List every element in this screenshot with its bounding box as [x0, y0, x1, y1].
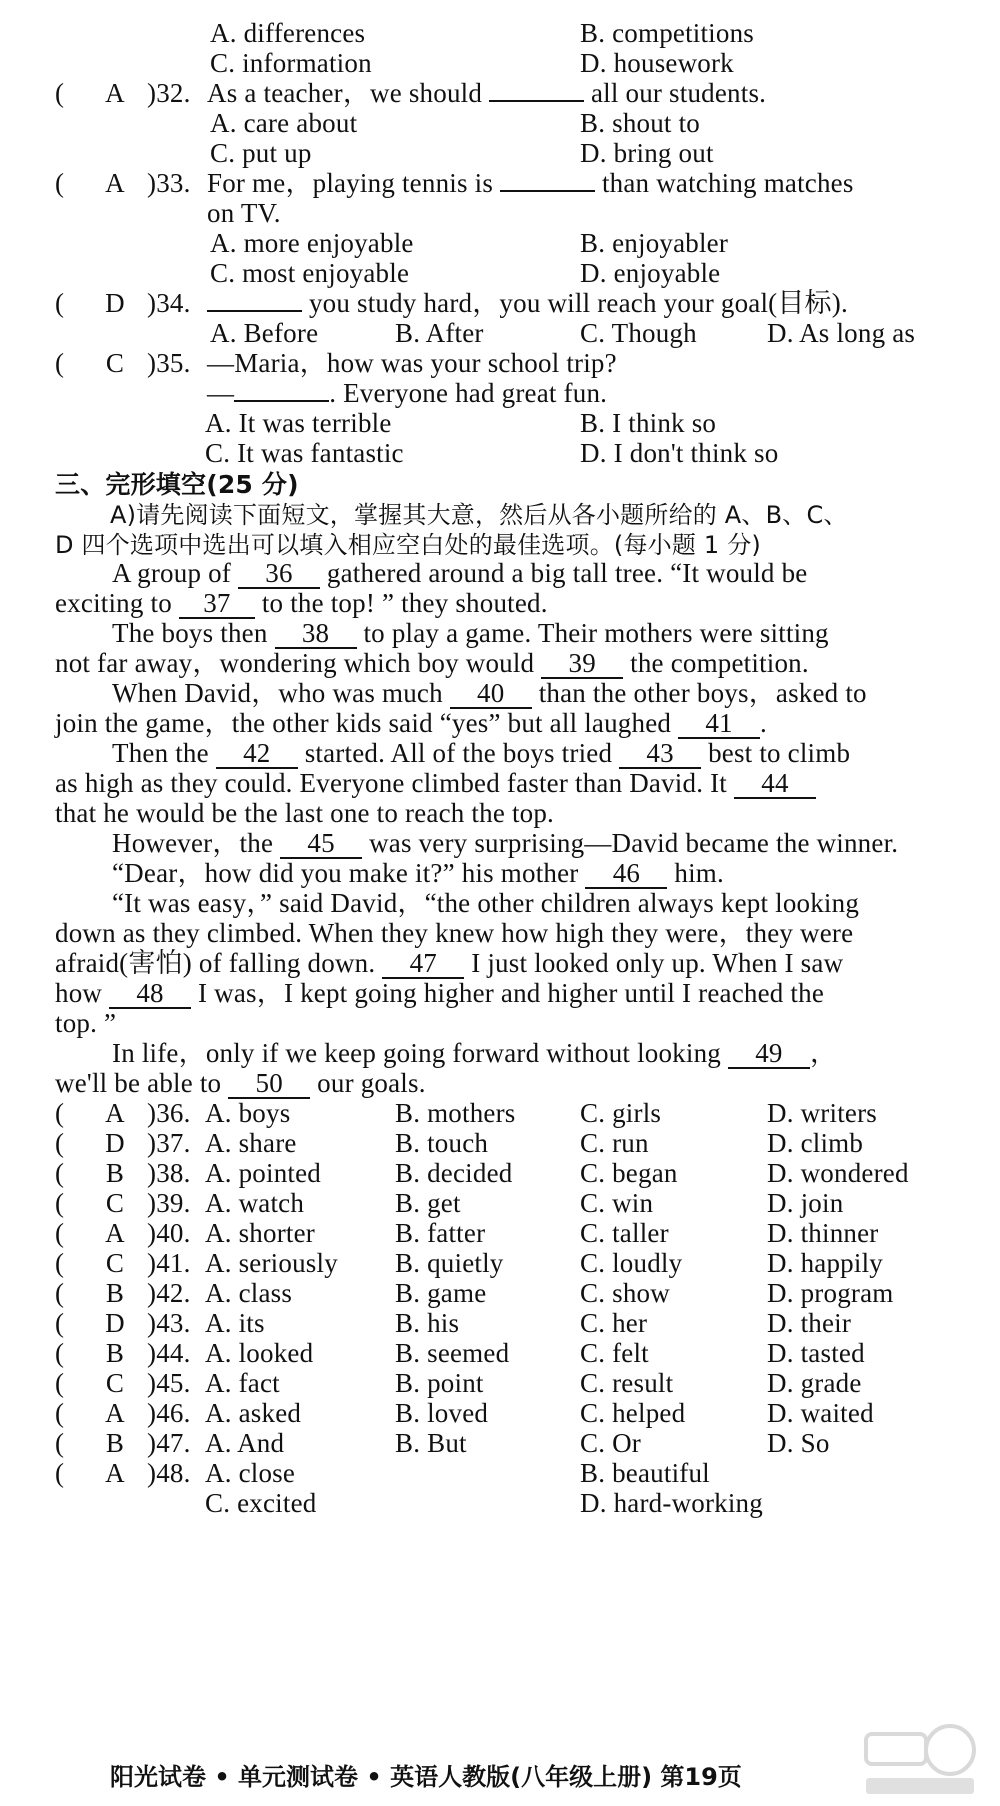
question-number: )39. — [147, 1188, 191, 1218]
option-b: B. game — [395, 1278, 487, 1308]
q34-option-c: C. Though — [580, 318, 697, 348]
q33-option-d: D. enjoyable — [580, 258, 721, 288]
passage-line: A group of 36 gathered around a big tall tree. “It would be — [112, 558, 808, 588]
option-d: D. their — [767, 1308, 852, 1338]
answer-mark: A — [105, 1458, 125, 1488]
option-a: A. And — [205, 1428, 285, 1458]
option-b: B. point — [395, 1368, 484, 1398]
question-number: )41. — [147, 1248, 191, 1278]
answer-mark: B — [105, 1158, 125, 1188]
answer-mark: A — [105, 78, 125, 108]
option-c: C. taller — [580, 1218, 669, 1248]
option-a: A. seriously — [205, 1248, 338, 1278]
stem-text: . Everyone had great fun. — [329, 378, 608, 408]
option-c: C. Or — [580, 1428, 641, 1458]
passage-line: we'll be able to 50 our goals. — [55, 1068, 426, 1098]
option-d: D. writers — [767, 1098, 877, 1128]
option-a: A. close — [205, 1458, 296, 1488]
option-b: B. fatter — [395, 1218, 486, 1248]
option-b: B. beautiful — [580, 1458, 710, 1488]
option-a: A. share — [205, 1128, 297, 1158]
passage-line: down as they climbed. When they knew how high they were，they were — [55, 918, 854, 948]
passage-line: The boys then 38 to play a game. Their mothers were sitting — [112, 618, 829, 648]
blank-41: 41 — [678, 709, 760, 739]
q33-option-b: B. enjoyabler — [580, 228, 729, 258]
option-c: C. her — [580, 1308, 648, 1338]
option-a: A. class — [205, 1278, 293, 1308]
passage-line: In life，only if we keep going forward without looking 49 ， — [112, 1038, 838, 1068]
option-d: D. join — [767, 1188, 844, 1218]
answer-mark: D — [105, 1128, 125, 1158]
passage-line: When David，who was much 40 than the other boys，asked to — [112, 678, 867, 708]
stem-text: you study hard，you will reach your goal(目标). — [308, 288, 848, 318]
answer-mark: A — [105, 168, 125, 198]
question-number: )44. — [147, 1338, 191, 1368]
answer-mark: D — [105, 288, 125, 318]
answer-blank — [489, 100, 584, 102]
stem-text: on TV. — [207, 198, 281, 228]
blank-46: 46 — [585, 859, 667, 889]
blank-45: 45 — [280, 829, 362, 859]
answer-mark: A — [105, 1218, 125, 1248]
option-c: C. loudly — [580, 1248, 683, 1278]
question-number: )36. — [147, 1098, 191, 1128]
blank-40: 40 — [450, 679, 532, 709]
option-d: D. hard-working — [580, 1488, 763, 1518]
answer-mark: B — [105, 1278, 125, 1308]
q31-option-c: C. information — [210, 48, 372, 78]
blank-44: 44 — [734, 769, 816, 799]
option-b: B. get — [395, 1188, 461, 1218]
question-number: )46. — [147, 1398, 191, 1428]
option-c: C. show — [580, 1278, 670, 1308]
option-d: D. thinner — [767, 1218, 879, 1248]
option-b: B. his — [395, 1308, 460, 1338]
question-number: )45. — [147, 1368, 191, 1398]
answer-mark: C — [105, 1368, 125, 1398]
answer-mark: D — [105, 1308, 125, 1338]
blank-42: 42 — [216, 739, 298, 769]
option-b: B. seemed — [395, 1338, 510, 1368]
page-footer: 阳光试卷 • 单元测试卷 • 英语人教版(八年级上册) 第19页 — [110, 1763, 742, 1791]
option-a: A. shorter — [205, 1218, 315, 1248]
q32-option-b: B. shout to — [580, 108, 700, 138]
option-d: D. So — [767, 1428, 830, 1458]
option-c: C. win — [580, 1188, 654, 1218]
option-a: A. pointed — [205, 1158, 321, 1188]
stem-text: —Maria，how was your school trip? — [207, 348, 617, 378]
blank-39: 39 — [541, 649, 623, 679]
q33-option-c: C. most enjoyable — [210, 258, 410, 288]
answer-mark: C — [105, 348, 125, 378]
option-d: D. happily — [767, 1248, 883, 1278]
passage-line: “It was easy，” said David，“the other children always kept looking — [112, 888, 860, 918]
option-c: C. helped — [580, 1398, 686, 1428]
q31-option-b: B. competitions — [580, 18, 754, 48]
option-c: C. excited — [205, 1488, 317, 1518]
q34-option-a: A. Before — [210, 318, 319, 348]
answer-mark: A — [105, 1098, 125, 1128]
option-d: D. grade — [767, 1368, 862, 1398]
option-d: D. program — [767, 1278, 894, 1308]
answer-mark: B — [105, 1428, 125, 1458]
option-b: B. quietly — [395, 1248, 504, 1278]
option-b: B. loved — [395, 1398, 489, 1428]
blank-50: 50 — [228, 1069, 310, 1099]
option-b: B. decided — [395, 1158, 513, 1188]
q35-option-d: D. I don't think so — [580, 438, 779, 468]
passage-line: as high as they could. Everyone climbed faster than David. It 44 — [55, 766, 955, 800]
stem-text: than watching matches — [601, 168, 854, 198]
blank-47: 47 — [382, 949, 464, 979]
q31-option-a: A. differences — [210, 18, 366, 48]
exam-page: A. differences B. competitions C. information D. housework ( A )32. As a teacher，we should all our students. A. care about B. shout to C. put up D. bring out ( A )33. For me，playing tennis is than watching matches on TV. A. more enjoyable B. enjoyabler C. most enjoyable D. enjoyable ( D )34. you study hard，you will reach your goal(目标). A. Before B. After C. Though D. As long as ( C )35. —Maria，how was your school trip? — . Everyone had great fun. A. It was terrible B. I think so C. It was fantastic D. I don't think so 三、完形填空(25 分) A)请先阅读下面短文，掌握其大意，然后从各小题所给的 A、B、C、 D 四个选项中选出可以填入相应空白处的最佳选项。(每小题 1 分) A group of 36 gathered around a big tall tree. “It would be exciting to 37 to the top! ” they shouted. The boys then 38 to play a game. Their mothers were sitting not far away，wondering which boy would 39 the competition. When David，who was much 40 than the other boys，asked to join the game，the other kids said “yes” but all laughed 41 . Then the 42 started. All of the boys tried 43 best to climb as high as they could. Everyone climbed faster than David. It 44 that he would be the last one to reach the top. However，the 45 was very surprising—David became the winner. “Dear，how did you make it?” his mother 46 him. “It was easy，” said David，“the other children always kept looking down as they climbed. When they knew how high they were，they were afraid(害怕) of falling down. 47 I just looked only up. When I saw how 48 I was，I kept going higher and higher until I reached the top. ” In life，only if we keep going forward without looking 49 ， we'll be able to 50 our goals. ( A )36. A. boys B. mothers C. girls D. writers ( D )37. A. share B. touch C. run D. climb ( B )38. A. pointed B. decided C. began D. wondered ( C )39. A. watch B. get C. win D. join ( A )40. A. shorter B. fatter C. taller D. thinner ( C )41. A. seriously B. quietly C. loudly D. happily ( B )42. A. class B. game C. show D. program ( D )43. A. its B. his C. her D. their ( B )44. A. looked B. seemed C. felt D. tasted ( C )45. A. fact B. point C. result D. grade ( A )46. A. asked B. loved C. helped D. waited ( B )47. A. And B. But C. Or D. So ( A )48. A. close B. beautiful C. excited D. hard-working 阳光试卷 • 单元测试卷 • 英语人教版(八年级上册) 第19页 — [0, 0, 1000, 1806]
option-a: A. its — [205, 1308, 265, 1338]
question-number: )35. — [147, 348, 191, 378]
q34-option-d: D. As long as — [767, 318, 916, 348]
q32-option-c: C. put up — [210, 138, 312, 168]
option-a: A. asked — [205, 1398, 302, 1428]
option-d: D. climb — [767, 1128, 864, 1158]
q31-option-d: D. housework — [580, 48, 734, 78]
q33-option-a: A. more enjoyable — [210, 228, 414, 258]
answer-blank — [234, 400, 329, 402]
option-d: D. tasted — [767, 1338, 865, 1368]
q32-option-a: A. care about — [210, 108, 358, 138]
passage-line: join the game，the other kids said “yes” but all laughed 41 . — [55, 708, 767, 738]
passage-line: not far away，wondering which boy would 39 the competition. — [55, 648, 809, 678]
answer-mark: B — [105, 1338, 125, 1368]
option-c: C. run — [580, 1128, 649, 1158]
blank-43: 43 — [619, 739, 701, 769]
option-b: B. mothers — [395, 1098, 516, 1128]
answer-blank — [500, 190, 595, 192]
q34-option-b: B. After — [395, 318, 484, 348]
q35-option-a: A. It was terrible — [205, 408, 392, 438]
option-a: A. watch — [205, 1188, 305, 1218]
passage-line: “Dear，how did you make it?” his mother 46 him. — [112, 858, 724, 888]
option-c: C. result — [580, 1368, 674, 1398]
watermark-logo — [860, 1720, 980, 1800]
passage-line: exciting to 37 to the top! ” they shouted. — [55, 588, 548, 618]
answer-mark: C — [105, 1188, 125, 1218]
answer-blank — [207, 310, 302, 312]
option-d: D. waited — [767, 1398, 874, 1428]
answer-mark: A — [105, 1398, 125, 1428]
q35-option-c: C. It was fantastic — [205, 438, 404, 468]
question-number: )38. — [147, 1158, 191, 1188]
option-c: C. began — [580, 1158, 678, 1188]
blank-38: 38 — [275, 619, 357, 649]
option-a: A. fact — [205, 1368, 280, 1398]
question-number: )47. — [147, 1428, 191, 1458]
stem-text: all our students. — [590, 78, 767, 108]
q35-option-b: B. I think so — [580, 408, 717, 438]
question-number: )48. — [147, 1458, 191, 1488]
option-a: A. looked — [205, 1338, 314, 1368]
section-instructions-2: D 四个选项中选出可以填入相应空白处的最佳选项。(每小题 1 分) — [55, 531, 761, 559]
passage-line: afraid(害怕) of falling down. 47 I just looked only up. When I saw — [55, 948, 844, 978]
option-b: B. But — [395, 1428, 467, 1458]
question-number: )40. — [147, 1218, 191, 1248]
passage-line: that he would be the last one to reach the top. — [55, 798, 554, 828]
section-instructions-1: A)请先阅读下面短文，掌握其大意，然后从各小题所给的 A、B、C、 — [110, 501, 848, 529]
option-c: C. girls — [580, 1098, 662, 1128]
question-number: )33. — [147, 168, 191, 198]
blank-48: 48 — [109, 979, 191, 1009]
q32-option-d: D. bring out — [580, 138, 714, 168]
stem-text: For me，playing tennis is — [207, 168, 494, 198]
blank-36: 36 — [238, 559, 320, 589]
option-b: B. touch — [395, 1128, 489, 1158]
passage-line: However，the 45 was very surprising—David became the winner. — [112, 828, 899, 858]
option-a: A. boys — [205, 1098, 291, 1128]
blank-37: 37 — [179, 589, 255, 619]
section-title: 三、完形填空(25 分) — [55, 470, 299, 499]
stem-text: As a teacher，we should — [207, 78, 483, 108]
passage-line: top. ” — [55, 1008, 117, 1038]
question-number: )42. — [147, 1278, 191, 1308]
answer-mark: C — [105, 1248, 125, 1278]
question-number: )43. — [147, 1308, 191, 1338]
option-d: D. wondered — [767, 1158, 909, 1188]
blank-49: 49 — [728, 1039, 810, 1069]
option-c: C. felt — [580, 1338, 649, 1368]
question-number: )32. — [147, 78, 191, 108]
question-number: )37. — [147, 1128, 191, 1158]
passage-line: Then the 42 started. All of the boys tried 43 best to climb — [112, 738, 851, 768]
passage-line: how 48 I was，I kept going higher and higher until I reached the — [55, 978, 825, 1008]
question-number: )34. — [147, 288, 191, 318]
dash: — — [207, 378, 235, 408]
